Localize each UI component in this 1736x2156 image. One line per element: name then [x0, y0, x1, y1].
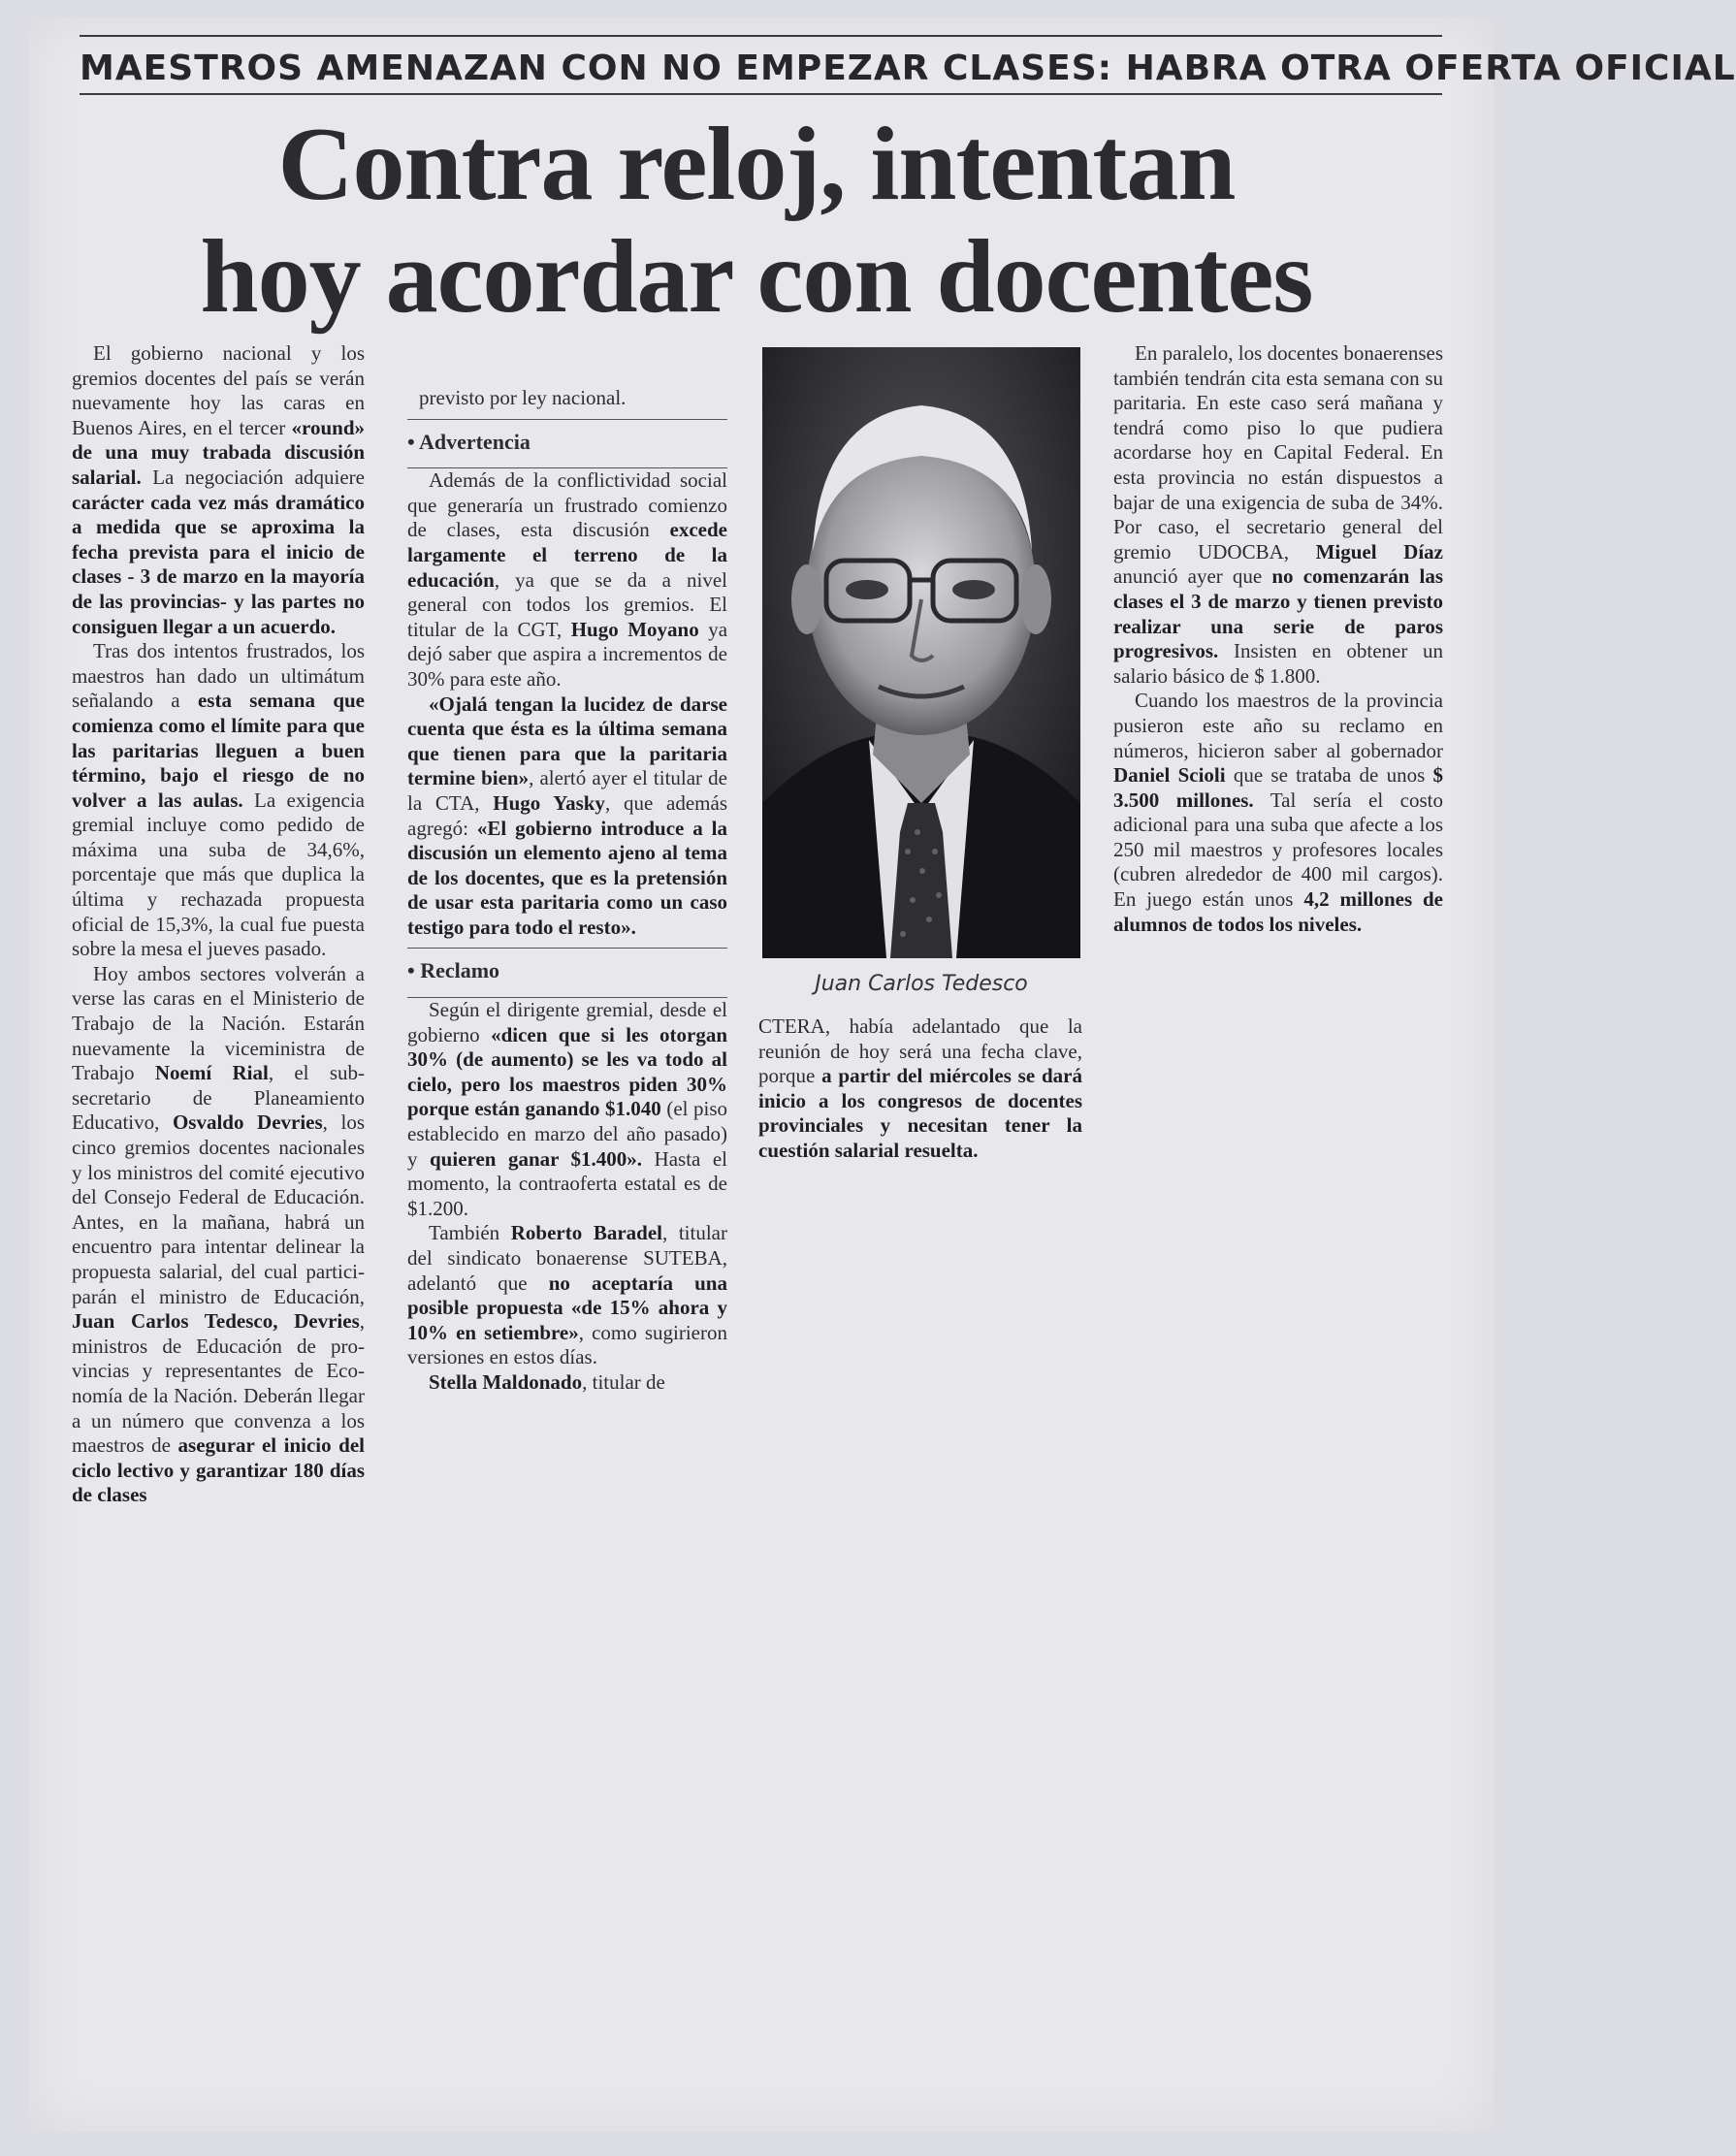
headline-line-2: hoy acordar con docentes	[200, 219, 1313, 335]
subhead-advertencia: • Advertencia	[407, 430, 727, 469]
section-divider	[407, 948, 727, 958]
headline-line-1: Contra reloj, intentan	[277, 107, 1236, 222]
article-column-2: previsto por ley nacional. • Advertencia Además de la conflictividad social que generaría un frustrado comienzo de clases, esta discusión excede largamente el terreno de la educación, ya que se da a nivel general con todos los gremios. El titular de la CGT, Hugo Moyano ya dejó saber que aspira a incrementos de 30% para este año. «Ojalá tengan la lucidez de darse cuenta que ésta es la última semana que tienen para que la paritaria termine bien», alertó ayer el titular de la CTA, Hugo Yasky, que además agregó: «El gobierno introduce a la discusión un elemento ajeno al tema de los docentes, que es la pretensión de usar esta paritaria como un caso testigo para todo el resto». • Reclamo Según el dirigente gremial, desde el gobierno «dicen que si les otorgan 30% (de aumento) se les va todo al cielo, pero los maestros piden 30% porque están ganando $1.040 (el piso establecido en marzo del año pasado) y quieren ganar $1.400». Hasta el momento, la contraoferta estatal es de $1.200. También Roberto Baradel, titular del sindicato bonaerense SUTEBA, adelantó que no aceptaría una posible propuesta «de 15% ahora y 10% en setiembre», como sugirieron versiones en estos días. Stella Maldonado, titular de	[407, 386, 728, 1394]
article-column-3: CTERA, había adelantado que la reunión de hoy será una fecha clave, porque a partir del miércoles se dará inicio a los congresos de docentes provinciales y necesitan tener la cuestión salarial resuelta.	[758, 1014, 1082, 1162]
top-rule	[80, 35, 1442, 37]
kicker-underline	[80, 93, 1442, 95]
portrait-photo	[762, 347, 1080, 958]
article-column-4: En paralelo, los docentes bonaerenses también tendrán cita esta semana con su paritaria. En este caso será mañana y tendrá como piso lo que pudiera acordarse hoy en Capital Federal. En esta provincia no están dispuestos a bajar de una exigencia de suba de 34%. Por caso, el secretario general del gremio UDOCBA, Miguel Díaz anunció ayer que no comenzarán las clases el 3 de marzo y tienen previsto realizar una serie de paros progresivos. Insisten en obtener un salario básico de $ 1.800. Cuando los maestros de la provincia pusieron este año su reclamo en números, hicieron saber al gobernador Daniel Scioli que se trataba de unos $ 3.500 millones. Tal sería el costo adicional para una suba que afecte a los 250 mil maestros y profesores locales (cubren alrededor de 400 mil cargos). En juego están unos 4,2 millones de alumnos de todos los niveles.	[1113, 341, 1444, 936]
headline	[58, 109, 1455, 334]
subhead-reclamo: • Reclamo	[407, 958, 727, 998]
article-column-1: El gobierno nacional y los gremios docentes del país se verán nuevamente hoy las caras en Buenos Aires, en el tercer «round» de una muy trabada discusión salarial. La negociación adquiere carácter cada vez más dramático a medida que se aproxima la fecha prevista para el inicio de clases - 3 de marzo en la mayoría de las provincias- y las partes no consiguen llegar a un acuerdo. Tras dos intentos frustrados, los maestros han dado un ultimátum señalando a esta semana que comienza como el límite para que las paritarias lleguen a buen término, bajo el riesgo de no volver a las aulas. La exigencia gremial incluye como pedido de máxima una suba de 34,6%, porcentaje que más que duplica la última y rechazada propuesta oficial de 15,3%, la cual fue puesta sobre la mesa el jueves pasado. Hoy ambos sectores volverán a verse las caras en el Ministerio de Trabajo de la Nación. Estarán nuevamente la viceministra de Trabajo Noemí Rial, el subsecretario de Planeamiento Educativo, Osvaldo Devries, los cinco gremios docentes nacionales y los ministros del comité ejecutivo del Consejo Federal de Educación. Antes, en la mañana, habrá un encuentro para intentar delinear la propuesta salarial, del cual participarán el ministro de Educación, Juan Carlos Tedesco, Devries, ministros de Educación de provincias y representantes de Economía de la Nación. Deberán llegar a un número que convenza a los maestros de asegurar el inicio del ciclo lectivo y garantizar 180 días de clases	[72, 341, 365, 1507]
kicker: MAESTROS AMENAZAN CON NO EMPEZAR CLASES: HABRA OTRA OFERTA OFICIAL	[80, 48, 1736, 88]
section-divider	[407, 419, 727, 430]
portrait-illustration	[762, 347, 1080, 958]
photo-caption: Juan Carlos Tedesco	[815, 972, 1028, 996]
